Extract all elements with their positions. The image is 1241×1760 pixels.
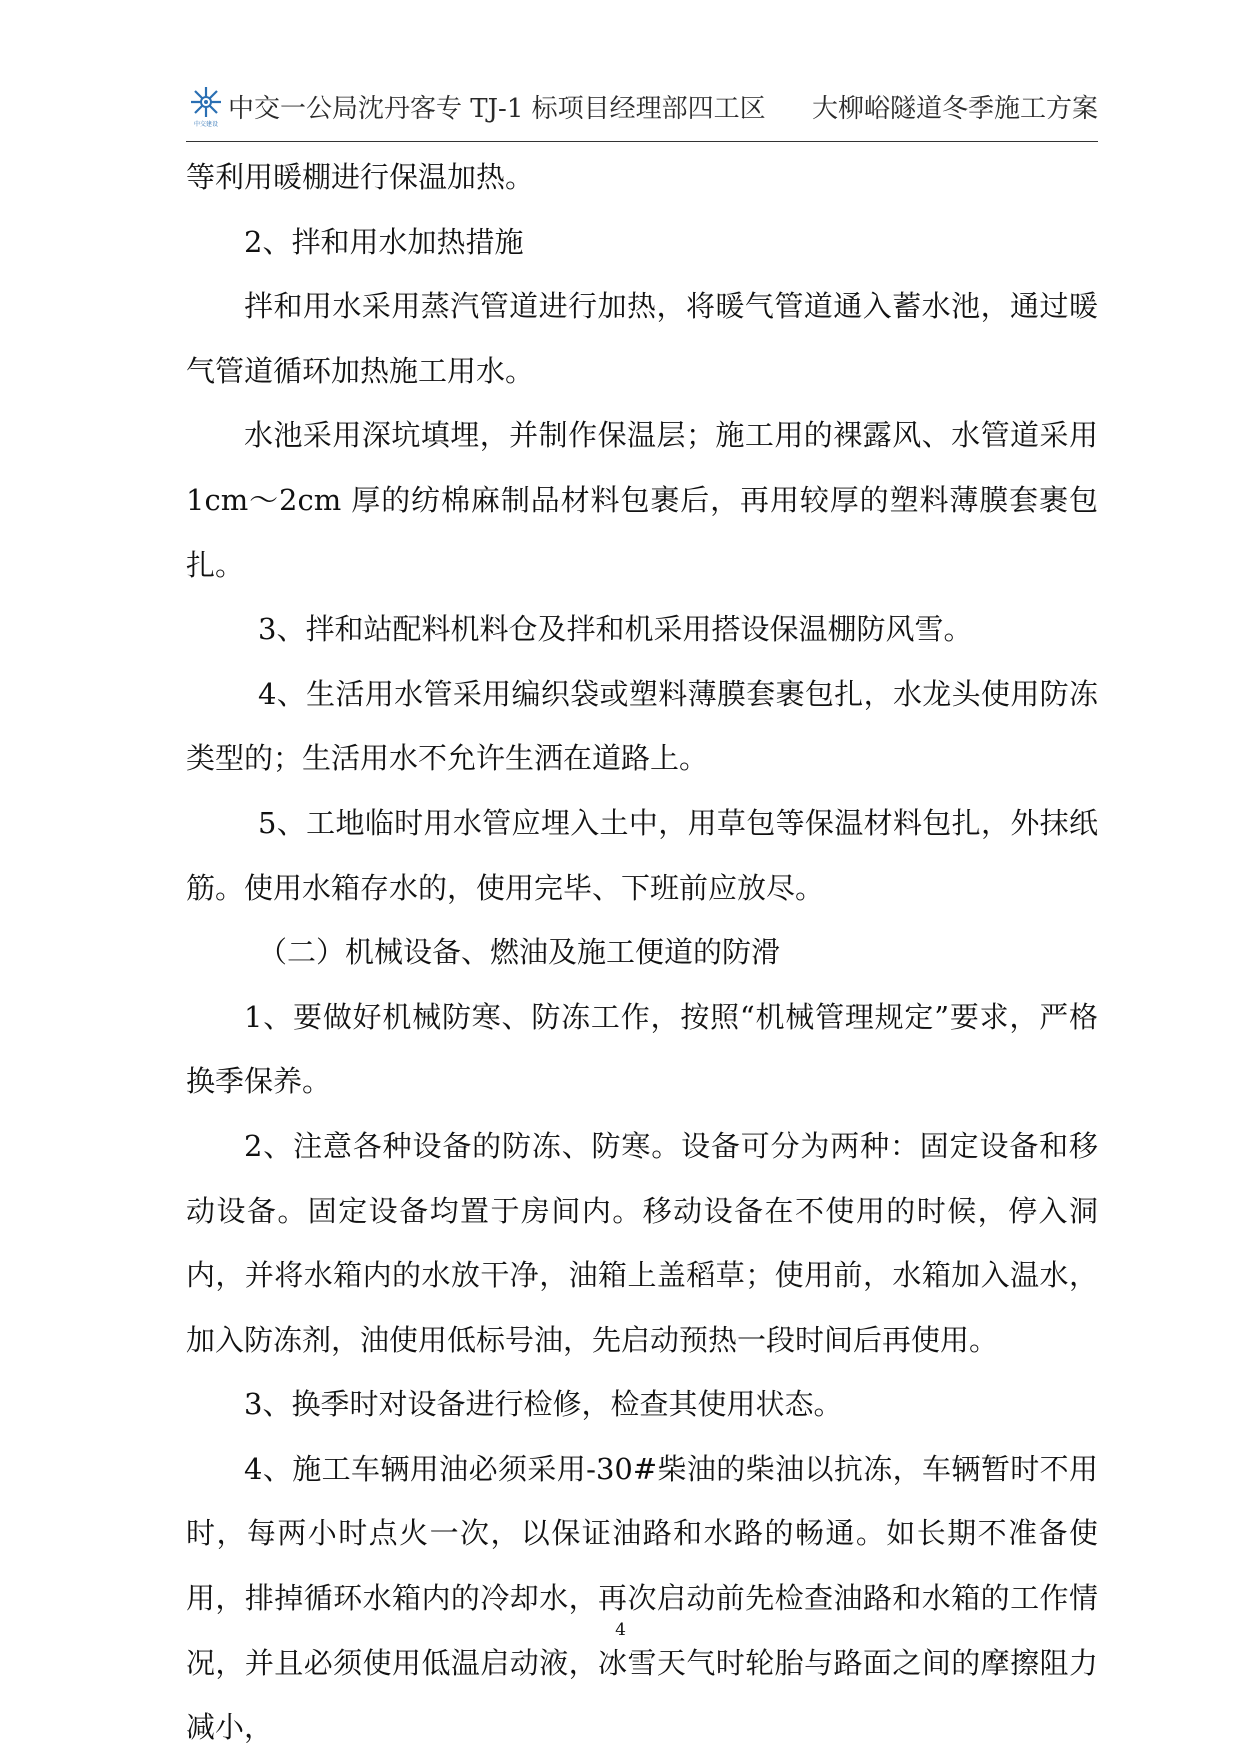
paragraph: 3、换季时对设备进行检修，检查其使用状态。 (244, 1387, 843, 1422)
paragraph: 2、注意各种设备的防冻、防寒。设备可分为两种：固定设备和移动设备。固定设备均置于房间内。移动设备在不使用的时候，停入洞内，并将水箱内的水放干净，油箱上盖稻草；使用前，水箱加入温水，加入防冻剂，油使用低标号油，先启动预热一段时间后再使用。 (186, 1128, 1098, 1357)
paragraph: 5、工地临时用水管应埋入土中，用草包等保温材料包扎，外抹纸筋。使用水箱存水的，使用完毕、下班前应放尽。 (186, 805, 1098, 905)
section-heading: （二）机械设备、燃油及施工便道的防滑 (258, 935, 781, 970)
header-divider (186, 141, 1098, 142)
logo-emblem-icon (186, 84, 226, 120)
company-logo (186, 84, 226, 128)
paragraph: 4、施工车辆用油必须采用-30#柴油的柴油以抗冻，车辆暂时不用时，每两小时点火一次，以保证油路和水路的畅通。如长期不准备使用，排掉循环水箱内的冷却水，再次启动前先检查油路和水箱的工作情况，并且必须使用低温启动液，冰雪天气时轮胎与路面之间的摩擦阻力减小， (186, 1451, 1098, 1745)
header-document-title: 大柳峪隧道冬季施工方案 (811, 94, 1098, 124)
header-organization: 中交一公局沈丹客专 TJ-1 标项目经理部四工区 (228, 94, 766, 124)
page-header (186, 84, 1098, 138)
paragraph: 拌和用水采用蒸汽管道进行加热，将暖气管道通入蓄水池，通过暖气管道循环加热施工用水。 (186, 289, 1098, 388)
logo-caption: 中交建设 (193, 121, 218, 128)
document-body (186, 145, 1098, 1760)
paragraph: 3、拌和站配料机料仓及拌和机采用搭设保温棚防风雪。 (258, 612, 973, 647)
paragraph: 1、要做好机械防寒、防冻工作，按照“机械管理规定”要求，严格换季保养。 (186, 999, 1098, 1099)
section-heading: 2、拌和用水加热措施 (244, 224, 524, 259)
paragraph: 等利用暖棚进行保温加热。 (186, 160, 535, 194)
paragraph: 4、生活用水管采用编织袋或塑料薄膜套裹包扎，水龙头使用防冻类型的；生活用水不允许生洒在道路上。 (186, 676, 1098, 776)
paragraph: 水池采用深坑填埋，并制作保温层；施工用的裸露风、水管道采用 1cm～2cm 厚的纺棉麻制品材料包裹后，再用较厚的塑料薄膜套裹包扎。 (186, 418, 1098, 582)
page-number: 4 (615, 1620, 626, 1640)
